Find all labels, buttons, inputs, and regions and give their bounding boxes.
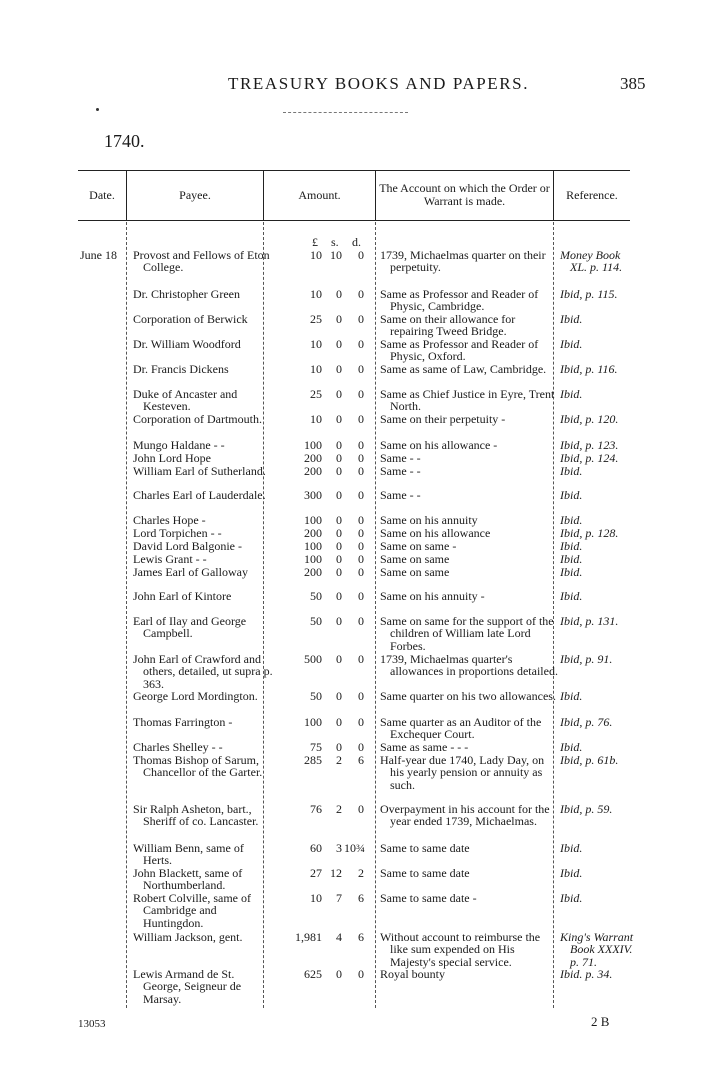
row-payee: David Lord Balgonie - xyxy=(133,539,242,553)
row-payee: William Earl of Sutherland. xyxy=(133,464,266,478)
row-pounds: 10 xyxy=(310,287,322,301)
row-shillings: 2 xyxy=(336,753,342,767)
row-pence: 0 xyxy=(358,387,364,401)
row-account: Same - - xyxy=(380,451,421,465)
row-pence: 0 xyxy=(358,802,364,816)
row-pence: 6 xyxy=(358,930,364,944)
row-account: Overpayment in his account for the year ended 1739, Michaelmas. xyxy=(380,802,550,829)
row-pence: 0 xyxy=(358,589,364,603)
row-account: Same on same xyxy=(380,565,450,579)
row-shillings: 0 xyxy=(336,412,342,426)
row-payee: John Lord Hope xyxy=(133,451,211,465)
row-pounds: 200 xyxy=(304,526,322,540)
row-reference: Money Book XL. p. 114. xyxy=(560,248,623,275)
row-reference: Ibid, p. 123. xyxy=(560,438,619,452)
row-reference: Ibid. xyxy=(560,464,583,478)
row-reference: Ibid, p. 120. xyxy=(560,412,619,426)
row-pounds: 27 xyxy=(310,866,322,880)
row-pounds: 50 xyxy=(310,589,322,603)
row-shillings: 3 xyxy=(336,841,342,855)
row-reference: Ibid. xyxy=(560,689,583,703)
row-pounds: 25 xyxy=(310,387,322,401)
row-shillings: 0 xyxy=(336,689,342,703)
row-payee: Provost and Fellows of Eton College. xyxy=(133,248,270,275)
row-payee: James Earl of Galloway xyxy=(133,565,248,579)
row-pence: 0 xyxy=(358,312,364,326)
row-reference: Ibid. xyxy=(560,312,583,326)
row-pence: 0 xyxy=(358,526,364,540)
row-shillings: 0 xyxy=(336,614,342,628)
row-pence: 0 xyxy=(358,565,364,579)
unit-shillings: s. xyxy=(331,235,339,249)
row-pounds: 25 xyxy=(310,312,322,326)
row-pence: 0 xyxy=(358,689,364,703)
row-account: Royal bounty xyxy=(380,967,445,981)
row-account: Same to same date - xyxy=(380,891,477,905)
row-shillings: 0 xyxy=(336,740,342,754)
row-shillings: 10 xyxy=(330,248,342,262)
footer-signature-mark: 2 B xyxy=(591,1014,610,1029)
row-account: Same on same for the support of the children of William late Lord Forbes. xyxy=(380,614,554,653)
row-account: Same as Professor and Reader of Physic, Oxford. xyxy=(380,337,539,364)
row-account: Same on his annuity xyxy=(380,513,478,527)
row-reference: Ibid, p. 131. xyxy=(560,614,619,628)
row-shillings: 0 xyxy=(336,565,342,579)
row-account: Same - - xyxy=(380,488,421,502)
row-payee: John Blackett, same of Northumberland. xyxy=(133,866,243,893)
row-reference: Ibid, p. 91. xyxy=(560,652,613,666)
row-payee: George Lord Mordington. xyxy=(133,689,258,703)
table-top-rule xyxy=(78,170,630,171)
row-pounds: 200 xyxy=(304,451,322,465)
row-pence: 0 xyxy=(358,539,364,553)
row-reference: Ibid. xyxy=(560,565,583,579)
row-payee: Mungo Haldane - - xyxy=(133,438,225,452)
row-reference: King's Warrant Book XXXIV. p. 71. xyxy=(560,930,634,969)
row-payee: John Earl of Kintore xyxy=(133,589,232,603)
row-pence: 0 xyxy=(358,967,364,981)
row-pence: 0 xyxy=(358,488,364,502)
row-pounds: 10 xyxy=(310,248,322,262)
row-payee: Lord Torpichen - - xyxy=(133,526,222,540)
row-payee: Duke of Ancaster and Kesteven. xyxy=(133,387,238,414)
row-account: Same on same xyxy=(380,552,450,566)
row-shillings: 7 xyxy=(336,891,342,905)
row-payee: John Earl of Crawford and others, detailed, ut supra p. 363. xyxy=(133,652,273,691)
row-account: Same as same - - - xyxy=(380,740,469,754)
row-account: Same as Chief Justice in Eyre, Trent North. xyxy=(380,387,555,414)
header-payee: Payee. xyxy=(179,187,211,202)
row-shillings: 0 xyxy=(336,513,342,527)
row-account: Half-year due 1740, Lady Day, on his yearly pension or annuity as such. xyxy=(380,753,545,792)
row-payee: Thomas Bishop of Sarum, Chancellor of the Garter. xyxy=(133,753,263,780)
row-account: Same on his allowance - xyxy=(380,438,498,452)
row-pence: 0 xyxy=(358,464,364,478)
row-account: 1739, Michaelmas quarter on their perpetuity. xyxy=(380,248,546,275)
row-pounds: 10 xyxy=(310,337,322,351)
row-reference: Ibid. xyxy=(560,740,583,754)
row-pence: 0 xyxy=(358,652,364,666)
row-payee: Charles Earl of Lauderdale. xyxy=(133,488,266,502)
row-pence: 0 xyxy=(358,552,364,566)
row-pounds: 100 xyxy=(304,513,322,527)
row-payee: Robert Colville, same of Cambridge and Huntingdon. xyxy=(133,891,251,930)
page-number: 385 xyxy=(620,74,646,93)
row-pounds: 285 xyxy=(304,753,322,767)
row-pounds: 76 xyxy=(310,802,322,816)
footer-signature-number: 13053 xyxy=(78,1018,106,1030)
header-account: The Account on which the Order or Warrant is made. xyxy=(379,181,550,208)
row-payee: Corporation of Dartmouth. xyxy=(133,412,262,426)
printer-dot xyxy=(96,108,99,111)
row-account: Same on their perpetuity - xyxy=(380,412,506,426)
row-pence: 0 xyxy=(358,614,364,628)
row-reference: Ibid, p. 59. xyxy=(560,802,613,816)
row-account: Without account to reimburse the like sum expended on His Majesty's special service. xyxy=(380,930,541,969)
row-payee: William Benn, same of Herts. xyxy=(133,841,244,868)
row-account: Same on their allowance for repairing Tweed Bridge. xyxy=(380,312,516,339)
row-payee: William Jackson, gent. xyxy=(133,930,243,944)
row-reference: Ibid, p. 116. xyxy=(560,362,618,376)
row-payee: Thomas Farrington - xyxy=(133,715,233,729)
column-divider xyxy=(126,222,127,1008)
row-account: Same quarter on his two allowances. xyxy=(380,689,556,703)
row-payee: Earl of Ilay and George Campbell. xyxy=(133,614,247,641)
row-pounds: 10 xyxy=(310,362,322,376)
row-shillings: 0 xyxy=(336,464,342,478)
row-date: June 18 xyxy=(80,248,117,262)
row-pounds: 100 xyxy=(304,715,322,729)
row-pence: 0 xyxy=(358,362,364,376)
row-shillings: 0 xyxy=(336,488,342,502)
row-pence: 6 xyxy=(358,891,364,905)
row-pounds: 625 xyxy=(304,967,322,981)
row-shillings: 0 xyxy=(336,552,342,566)
row-shillings: 0 xyxy=(336,451,342,465)
running-head xyxy=(0,74,721,98)
row-reference: Ibid. xyxy=(560,891,583,905)
row-pence: 6 xyxy=(358,753,364,767)
row-payee: Dr. Francis Dickens xyxy=(133,362,229,376)
row-reference: Ibid. xyxy=(560,866,583,880)
row-account: Same to same date xyxy=(380,841,470,855)
row-pence: 0 xyxy=(358,715,364,729)
table-header-rule xyxy=(78,220,630,221)
row-reference: Ibid. xyxy=(560,552,583,566)
row-account: Same on same - xyxy=(380,539,457,553)
row-reference: Ibid. xyxy=(560,539,583,553)
unit-pounds: £ xyxy=(312,235,318,249)
row-shillings: 0 xyxy=(336,362,342,376)
row-account: Same as same of Law, Cambridge. xyxy=(380,362,547,376)
row-pence: 0 xyxy=(358,287,364,301)
row-pounds: 60 xyxy=(310,841,322,855)
row-shillings: 0 xyxy=(336,438,342,452)
row-account: Same on his annuity - xyxy=(380,589,485,603)
row-pounds: 50 xyxy=(310,614,322,628)
row-reference: Ibid, p. 76. xyxy=(560,715,613,729)
header-date: Date. xyxy=(89,187,115,202)
row-pence: 10¾ xyxy=(344,841,365,855)
row-pence: 2 xyxy=(358,866,364,880)
row-reference: Ibid. xyxy=(560,488,583,502)
row-pence: 0 xyxy=(358,438,364,452)
row-shillings: 0 xyxy=(336,287,342,301)
row-pounds: 300 xyxy=(304,488,322,502)
row-account: Same quarter as an Auditor of the Exchequer Court. xyxy=(380,715,542,742)
row-account: Same - - xyxy=(380,464,421,478)
row-reference: Ibid. xyxy=(560,513,583,527)
row-pounds: 75 xyxy=(310,740,322,754)
row-pence: 0 xyxy=(358,412,364,426)
row-shillings: 0 xyxy=(336,526,342,540)
row-shillings: 2 xyxy=(336,802,342,816)
row-shillings: 0 xyxy=(336,652,342,666)
column-divider xyxy=(375,222,376,1008)
row-shillings: 0 xyxy=(336,539,342,553)
row-reference: Ibid. xyxy=(560,337,583,351)
row-shillings: 12 xyxy=(330,866,342,880)
row-reference: Ibid. xyxy=(560,589,583,603)
unit-pence: d. xyxy=(352,235,361,249)
row-pence: 0 xyxy=(358,337,364,351)
row-payee: Lewis Armand de St. George, Seigneur de Marsay. xyxy=(133,967,242,1006)
row-payee: Dr. Christopher Green xyxy=(133,287,240,301)
row-account: Same on his allowance xyxy=(380,526,491,540)
row-shillings: 0 xyxy=(336,589,342,603)
year-heading: 1740. xyxy=(104,131,145,151)
row-shillings: 0 xyxy=(336,715,342,729)
row-payee: Dr. William Woodford xyxy=(133,337,241,351)
row-payee: Sir Ralph Asheton, bart., Sheriff of co. Lancaster. xyxy=(133,802,259,829)
row-payee: Charles Hope - xyxy=(133,513,206,527)
row-payee: Charles Shelley - - xyxy=(133,740,223,754)
row-pounds: 100 xyxy=(304,539,322,553)
row-account: 1739, Michaelmas quarter's allowances in proportions detailed. xyxy=(380,652,558,679)
row-pounds: 100 xyxy=(304,438,322,452)
row-pounds: 50 xyxy=(310,689,322,703)
row-reference: Ibid. xyxy=(560,387,583,401)
row-shillings: 4 xyxy=(336,930,342,944)
row-pence: 0 xyxy=(358,740,364,754)
row-shillings: 0 xyxy=(336,967,342,981)
row-pounds: 200 xyxy=(304,464,322,478)
row-shillings: 0 xyxy=(336,312,342,326)
row-shillings: 0 xyxy=(336,337,342,351)
header-amount: Amount. xyxy=(298,187,341,202)
row-pounds: 200 xyxy=(304,565,322,579)
row-pounds: 1,981 xyxy=(295,930,322,944)
row-reference: Ibid, p. 115. xyxy=(560,287,618,301)
header-reference: Reference. xyxy=(566,187,618,202)
row-shillings: 0 xyxy=(336,387,342,401)
row-reference: Ibid. p. 34. xyxy=(560,967,613,981)
row-payee: Lewis Grant - - xyxy=(133,552,207,566)
running-title: TREASURY BOOKS AND PAPERS. xyxy=(228,74,530,93)
row-reference: Ibid, p. 128. xyxy=(560,526,619,540)
row-reference: Ibid. xyxy=(560,841,583,855)
row-payee: Corporation of Berwick xyxy=(133,312,248,326)
row-reference: Ibid, p. 61b. xyxy=(560,753,619,767)
row-reference: Ibid, p. 124. xyxy=(560,451,619,465)
row-pence: 0 xyxy=(358,248,364,262)
row-account: Same as Professor and Reader of Physic, Cambridge. xyxy=(380,287,539,314)
row-pence: 0 xyxy=(358,513,364,527)
row-pounds: 10 xyxy=(310,891,322,905)
row-pounds: 500 xyxy=(304,652,322,666)
row-pence: 0 xyxy=(358,451,364,465)
row-pounds: 100 xyxy=(304,552,322,566)
ornamental-rule xyxy=(283,112,408,113)
row-account: Same to same date xyxy=(380,866,470,880)
row-pounds: 10 xyxy=(310,412,322,426)
